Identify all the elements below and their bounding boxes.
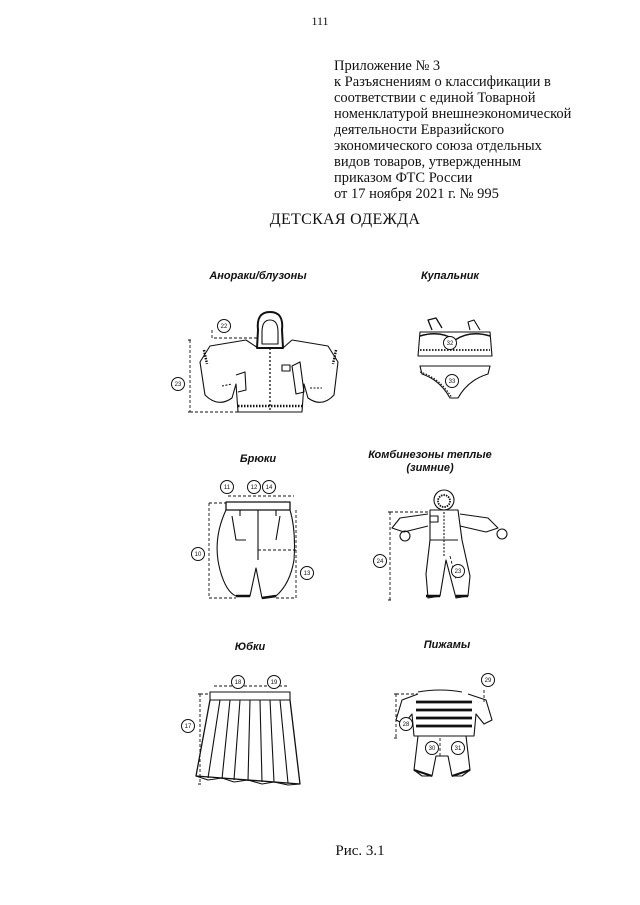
marker-17-label: 17	[184, 724, 192, 730]
caption-pajamas: Пижамы	[423, 639, 471, 651]
marker-19-label: 19	[270, 680, 278, 686]
marker-28-label: 28	[402, 722, 410, 728]
marker-29-label: 29	[484, 678, 492, 684]
appendix-line: Приложение № 3	[334, 58, 441, 74]
marker-22-label: 22	[220, 324, 228, 330]
marker-32-label: 32	[446, 341, 454, 347]
appendix-line: видов товаров, утвержденным	[334, 154, 522, 170]
caption-skirts: Юбки	[234, 641, 266, 653]
overalls-drawing	[392, 490, 507, 598]
marker-31-label: 31	[454, 746, 462, 752]
caption-overalls-line1: Комбинезоны теплые	[368, 449, 492, 461]
appendix-line: экономического союза отдельных	[334, 138, 542, 154]
trousers-drawing	[217, 502, 294, 598]
appendix-line: номенклатурой внешнеэкономической	[334, 106, 572, 122]
marker-14-label: 14	[265, 485, 273, 491]
marker-11-label: 11	[223, 485, 231, 491]
marker-10-label: 10	[194, 552, 202, 558]
caption-swimsuit: Купальник	[420, 270, 480, 282]
skirt-drawing	[196, 692, 300, 785]
marker-23-anorak-label: 23	[174, 382, 182, 388]
pajamas-drawing	[396, 690, 492, 776]
marker-18-label: 18	[234, 680, 242, 686]
skirt-measure-lines	[198, 686, 288, 784]
appendix-line: соответствии с единой Товарной	[334, 90, 536, 106]
anorak-measure-lines	[188, 330, 258, 412]
figure-caption: Рис. 3.1	[335, 843, 385, 859]
marker-23-overalls-label: 23	[454, 569, 462, 575]
document-title: ДЕТСКАЯ ОДЕЖДА	[269, 211, 421, 228]
appendix-line: приказом ФТС России	[334, 170, 473, 186]
caption-overalls-line2: (зимние)	[406, 462, 454, 474]
page-number: 111	[311, 14, 329, 28]
caption-anoraks: Анораки/блузоны	[209, 270, 307, 282]
overalls-measure-lines	[388, 512, 456, 600]
appendix-line: к Разъяснениям о классификации в	[334, 74, 551, 90]
appendix-line: от 17 ноября 2021 г. № 995	[334, 186, 499, 202]
marker-24-label: 24	[376, 559, 384, 565]
marker-12-label: 12	[250, 485, 258, 491]
appendix-line: деятельности Евразийского	[334, 122, 505, 138]
caption-trousers: Брюки	[239, 453, 277, 465]
marker-13-label: 13	[303, 571, 311, 577]
marker-33-label: 33	[448, 379, 456, 385]
marker-30-label: 30	[428, 746, 436, 752]
